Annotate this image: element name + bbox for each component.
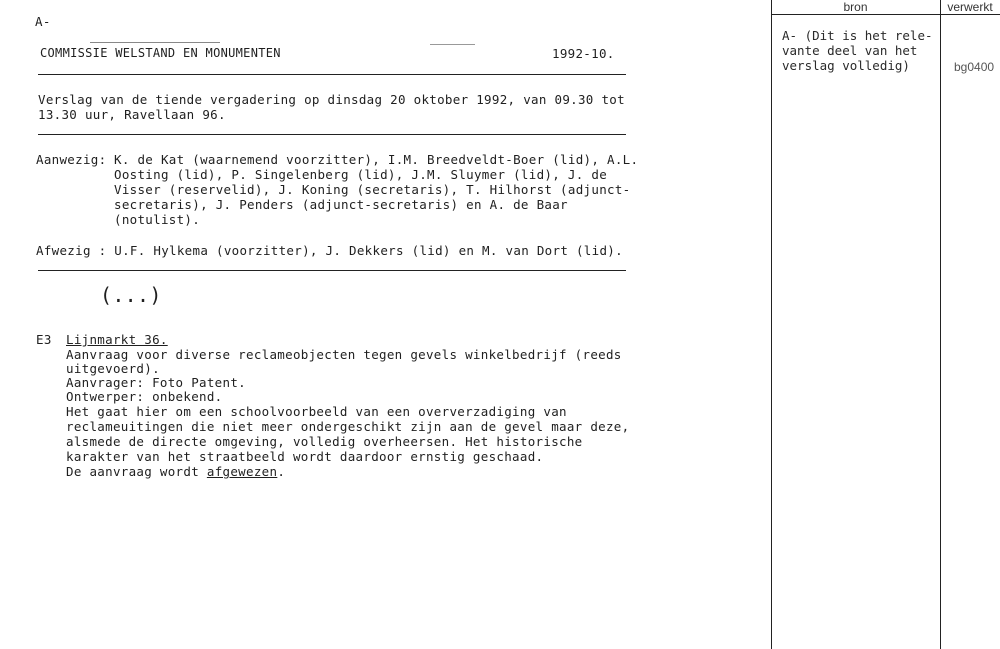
present-line: Oosting (lid), P. Singelenberg (lid), J.M. Sluymer (lid), J. de bbox=[114, 167, 608, 182]
present-line: (notulist). bbox=[114, 212, 201, 227]
item-title-text: Lijnmarkt 36. bbox=[66, 332, 168, 347]
item-decision bbox=[66, 464, 285, 479]
document-number: 1992-10. bbox=[552, 46, 615, 61]
header-rule bbox=[38, 74, 626, 75]
faint-top-rule bbox=[90, 42, 220, 43]
intro-line-2: 13.30 uur, Ravellaan 96. bbox=[38, 107, 226, 122]
column-header-verwerkt: verwerkt bbox=[947, 0, 993, 14]
item-line: reclameuitingen die niet meer ondergeschikt zijn aan de gevel maar deze, bbox=[66, 419, 630, 434]
decision-suffix: . bbox=[277, 464, 286, 479]
side-note-line: A- (Dit is het rele- bbox=[782, 28, 933, 43]
omission-mark: (...) bbox=[100, 283, 162, 307]
item-code: E3 bbox=[36, 332, 52, 347]
present-label: Aanwezig: bbox=[36, 152, 107, 167]
column-header-bron: bron bbox=[843, 0, 868, 14]
present-line: secretaris), J. Penders (adjunct-secretaris) en A. de Baar bbox=[114, 197, 568, 212]
archive-code: bg0400 bbox=[954, 60, 995, 74]
item-line: Aanvraag voor diverse reclameobjecten tegen gevels winkelbedrijf (reeds bbox=[66, 347, 622, 362]
side-column-divider-left bbox=[771, 0, 772, 649]
item-line: uitgevoerd). bbox=[66, 361, 160, 376]
present-line: Visser (reservelid), J. Koning (secretaris), T. Hilhorst (adjunct- bbox=[114, 182, 631, 197]
item-line: karakter van het straatbeeld wordt daardoor ernstig geschaad. bbox=[66, 449, 544, 464]
item-title bbox=[66, 332, 168, 347]
document-org-title: COMMISSIE WELSTAND EN MONUMENTEN bbox=[40, 46, 281, 60]
item-line: Aanvrager: Foto Patent. bbox=[66, 375, 246, 390]
side-header-rule bbox=[771, 14, 1000, 15]
item-line: Ontwerper: onbekend. bbox=[66, 389, 223, 404]
corner-mark: A- bbox=[35, 14, 51, 29]
present-line: K. de Kat (waarnemend voorzitter), I.M. Breedveldt-Boer (lid), A.L. bbox=[114, 152, 639, 167]
absent-line: Afwezig : U.F. Hylkema (voorzitter), J. Dekkers (lid) en M. van Dort (lid). bbox=[36, 243, 623, 258]
decision-prefix: De aanvraag wordt bbox=[66, 464, 207, 479]
side-note-line: vante deel van het bbox=[782, 43, 918, 58]
intro-line-1: Verslag van de tiende vergadering op dinsdag 20 oktober 1992, van 09.30 tot bbox=[38, 92, 625, 107]
intro-rule bbox=[38, 134, 626, 135]
side-column-divider-right bbox=[940, 0, 941, 649]
side-note-line: verslag volledig) bbox=[782, 58, 910, 73]
attendance-rule bbox=[38, 270, 626, 271]
item-line: alsmede de directe omgeving, volledig overheersen. Het historische bbox=[66, 434, 583, 449]
faint-top-rule-2 bbox=[430, 44, 475, 45]
item-line: Het gaat hier om een schoolvoorbeeld van een oververzadiging van bbox=[66, 404, 567, 419]
decision-word: afgewezen bbox=[206, 464, 278, 479]
